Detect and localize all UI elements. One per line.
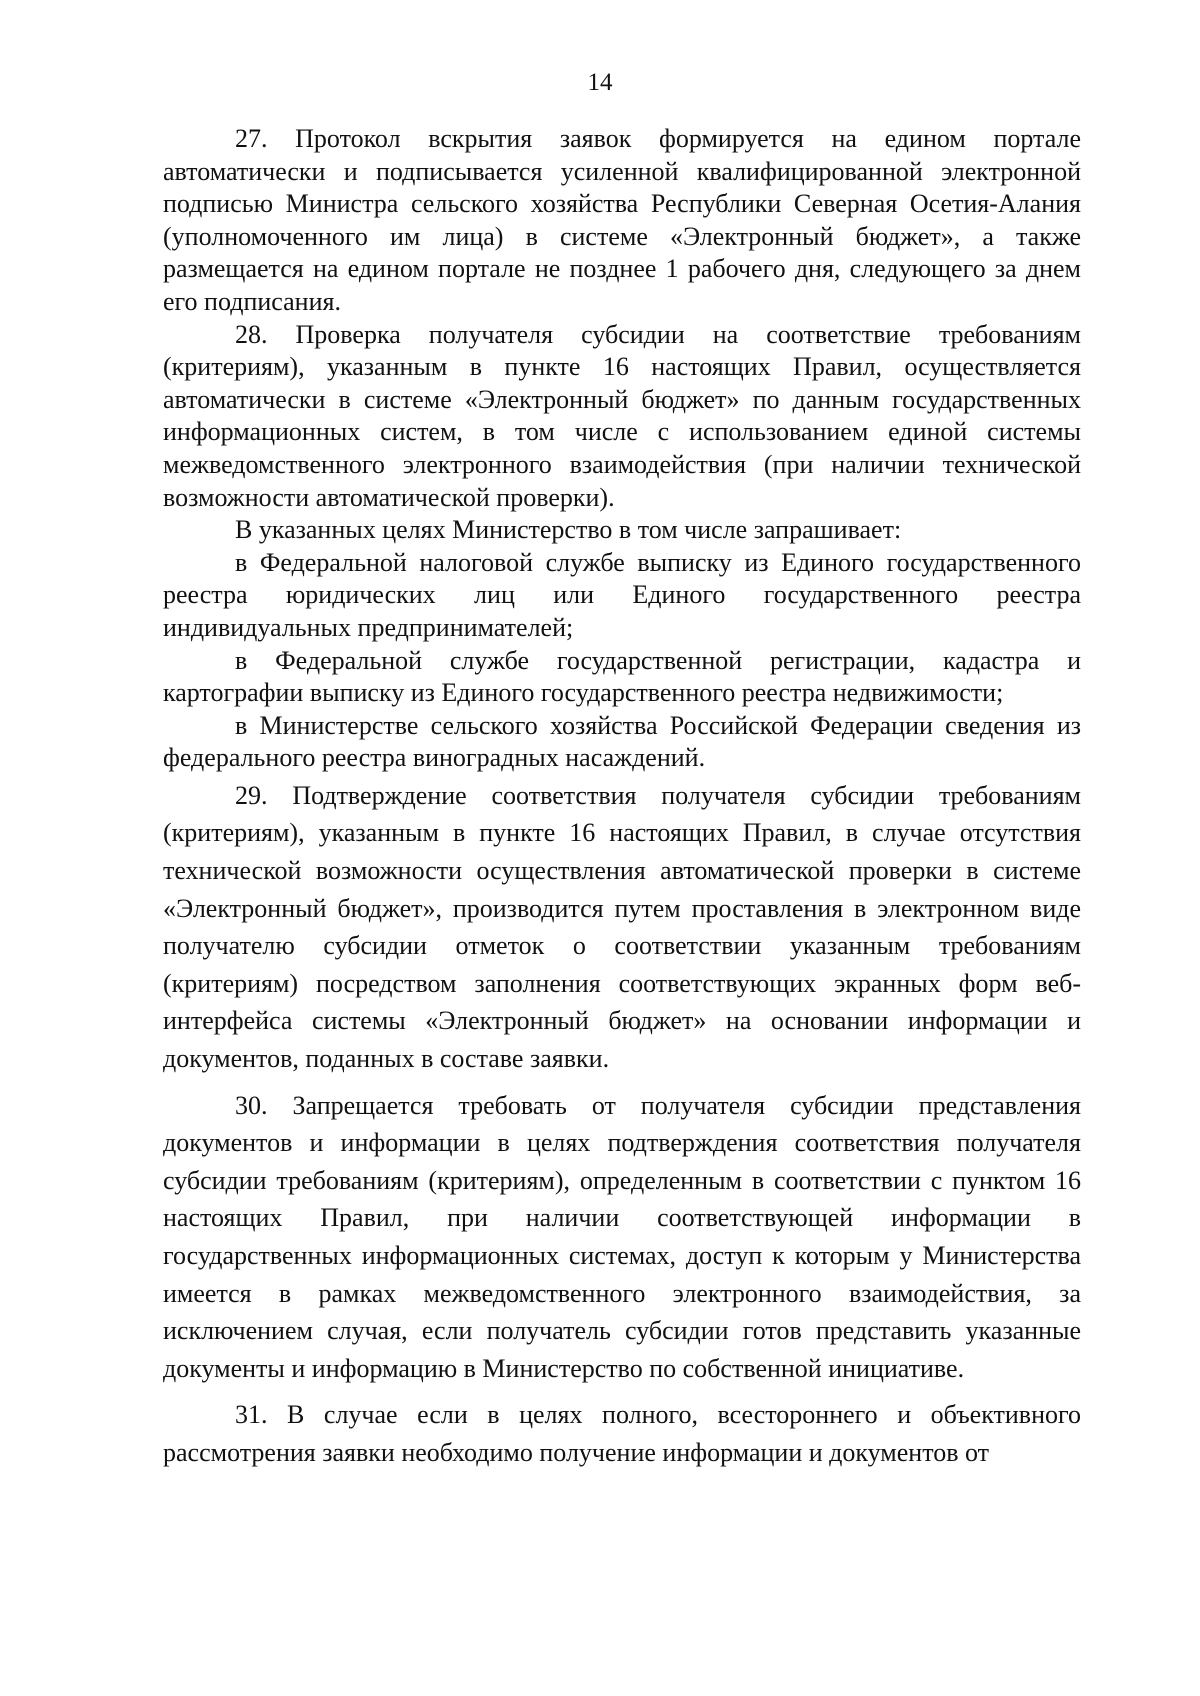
section-paragraphs-29-31	[163, 777, 1081, 1472]
paragraph-request-intro: В указанных целях Министерство в том числе запрашивает:	[235, 515, 902, 545]
paragraph-request-tax-service: в Федеральной налоговой службе выписку из Единого государственного реестра юридических лиц или Единого государственного реестра индивидуальных предпринимателей;	[163, 547, 1081, 642]
paragraph-request-agriculture-ministry: в Министерстве сельского хозяйства Российской Федерации сведения из федерального реестра виноградных насаждений.	[163, 710, 1081, 773]
paragraph-31: 31. В случае если в целях полного, всестороннего и объективного рассмотрения заявки необходимо получение информации и документов от	[163, 1400, 1081, 1467]
paragraph-30: 30. Запрещается требовать от получателя субсидии представления документов и информации в целях подтверждения соответствия получателя субсидии требованиям (критериям), определенным в соответствии с пунктом 16 настоящих Правил, при наличии соответствующей информации в государственных информационных системах, доступ к которым у Министерства имеется в рамках межведомственного электронного взаимодействия, за исключением случая, если получатель субсидии готов представить указанные документы и информацию в Министерство по собственной инициативе.	[163, 1090, 1081, 1383]
paragraph-27: 27. Протокол вскрытия заявок формируется на едином портале автоматически и подписывается усиленной квалифицированной электронной подписью Министра сельского хозяйства Республики Северная Осетия-Алания (уполномоченного им лица) в системе «Электронный бюджет», а также размещается на едином портале не позднее 1 рабочего дня, следующего за днем его подписания.	[163, 124, 1081, 316]
paragraph-request-registration-service: в Федеральной службе государственной регистрации, кадастра и картографии выписку из Единого государственного реестра недвижимости;	[163, 645, 1081, 708]
page-number: 14	[587, 69, 613, 96]
section-paragraphs-27-28	[163, 123, 1081, 775]
paragraph-29: 29. Подтверждение соответствия получателя субсидии требованиям (критериям), указанным в пункте 16 настоящих Правил, в случае отсутствия технической возможности осуществления автоматической проверки в системе «Электронный бюджет», производится путем проставления в электронном виде получателю субсидии отметок о соответствии указанным требованиям (критериям) посредством заполнения соответствующих экранных форм веб-интерфейса системы «Электронный бюджет» на основании информации и документов, поданных в составе заявки.	[163, 780, 1081, 1074]
paragraph-28: 28. Проверка получателя субсидии на соответствие требованиям (критериям), указанным в пункте 16 настоящих Правил, осуществляется автоматически в системе «Электронный бюджет» по данным государственных информационных систем, в том числе с использованием единой системы межведомственного электронного взаимодействия (при наличии технической возможности автоматической проверки).	[163, 319, 1081, 512]
document-body	[163, 123, 1081, 1472]
